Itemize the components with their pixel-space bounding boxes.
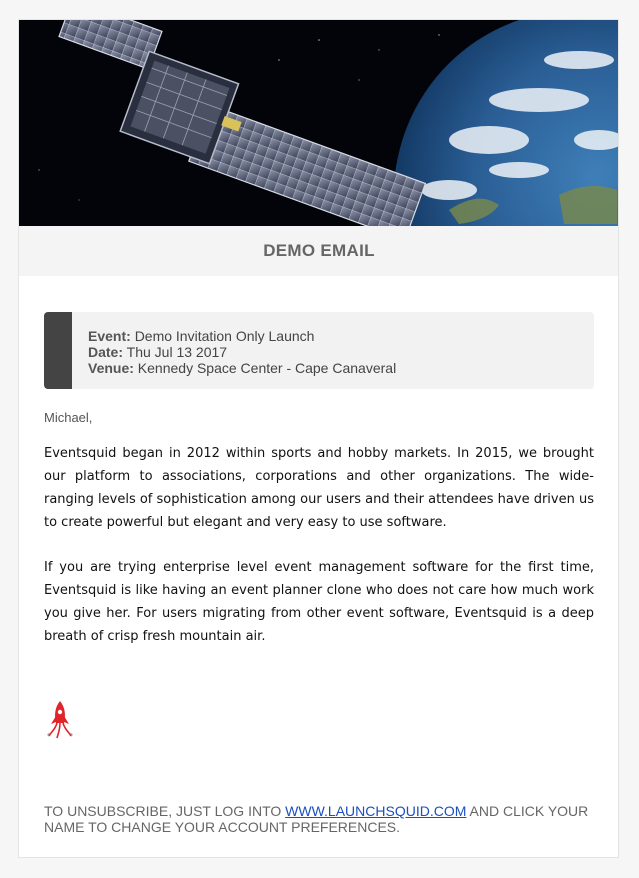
venue-label: Venue:: [88, 360, 134, 376]
salutation: Michael,: [44, 410, 93, 425]
event-row: [88, 328, 396, 344]
date-value: Thu Jul 13 2017: [126, 344, 228, 360]
email-title: DEMO EMAIL: [263, 241, 375, 260]
venue-row: [88, 360, 396, 376]
event-details-box: [44, 312, 594, 389]
rocket-squid-logo-icon: [45, 700, 75, 740]
footer-text-after: AND CLICK YOUR NAME TO CHANGE YOUR ACCOUNT PREFERENCES.: [44, 803, 589, 835]
hero-banner-image: [19, 20, 619, 226]
launchsquid-link[interactable]: WWW.LAUNCHSQUID.COM: [285, 803, 467, 819]
footer-text-before: TO UNSUBSCRIBE, JUST LOG INTO: [44, 803, 286, 819]
date-row: [88, 344, 396, 360]
date-label: Date:: [88, 344, 124, 360]
event-label: Event:: [88, 328, 131, 344]
venue-value: Kennedy Space Center - Cape Canaveral: [137, 360, 397, 376]
body-paragraph-2: If you are trying enterprise level event management software for the first time, Eventsquid is like having an event planner clone who does not care how much work you give her. For users migrating from other event software, Eventsquid is a deep breath of crisp fresh mountain air.: [44, 560, 594, 644]
email-title-bar: [19, 226, 619, 276]
unsubscribe-footer: [44, 803, 604, 835]
email-card: [18, 19, 619, 858]
event-accent-bar: [44, 312, 72, 389]
event-value: Demo Invitation Only Launch: [134, 328, 315, 344]
body-paragraph-1: Eventsquid began in 2012 within sports and hobby markets. In 2015, we brought our platform to associations, corporations and other organizations. The wide-ranging levels of sophistication among our users and their attendees have driven us to create powerful but elegant and very easy to use software.: [44, 446, 594, 530]
